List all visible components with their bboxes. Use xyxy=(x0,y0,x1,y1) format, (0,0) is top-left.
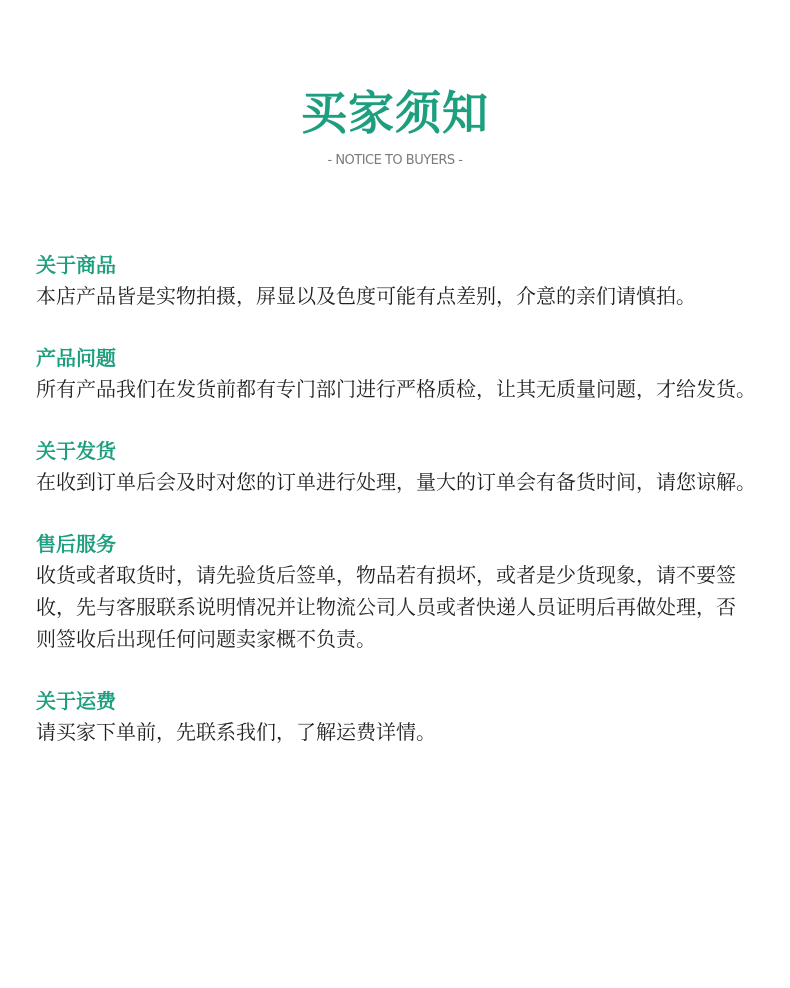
section-product-issues xyxy=(36,343,756,405)
page-subtitle: - NOTICE TO BUYERS - xyxy=(327,153,463,168)
section-body: 所有产品我们在发货前都有专门部门进行严格质检，让其无质量问题，才给发货。 xyxy=(36,377,756,401)
section-heading: 关于商品 xyxy=(36,253,116,277)
page-title: 买家须知 xyxy=(301,86,489,140)
section-after-sales-service xyxy=(36,529,756,655)
section-body: 收货或者取货时，请先验货后签单，物品若有损坏，或者是少货现象，请不要签收，先与客服联系说明情况并让物流公司人员或者快递人员证明后再做处理，否 则签收后出现任何问题卖家概不负责。 xyxy=(36,563,736,651)
section-heading: 产品问题 xyxy=(36,346,116,370)
section-heading: 关于发货 xyxy=(36,439,116,463)
section-about-shipping xyxy=(36,436,756,498)
section-body: 本店产品皆是实物拍摄，屏显以及色度可能有点差别，介意的亲们请慎拍。 xyxy=(36,284,696,308)
section-about-shipping-fees xyxy=(36,686,756,748)
section-about-products xyxy=(36,250,756,312)
section-heading: 售后服务 xyxy=(36,532,116,556)
notice-sections xyxy=(36,250,756,779)
section-body: 请买家下单前，先联系我们，了解运费详情。 xyxy=(36,720,436,744)
section-heading: 关于运费 xyxy=(36,689,116,713)
section-body: 在收到订单后会及时对您的订单进行处理，量大的订单会有备货时间，请您谅解。 xyxy=(36,470,756,494)
